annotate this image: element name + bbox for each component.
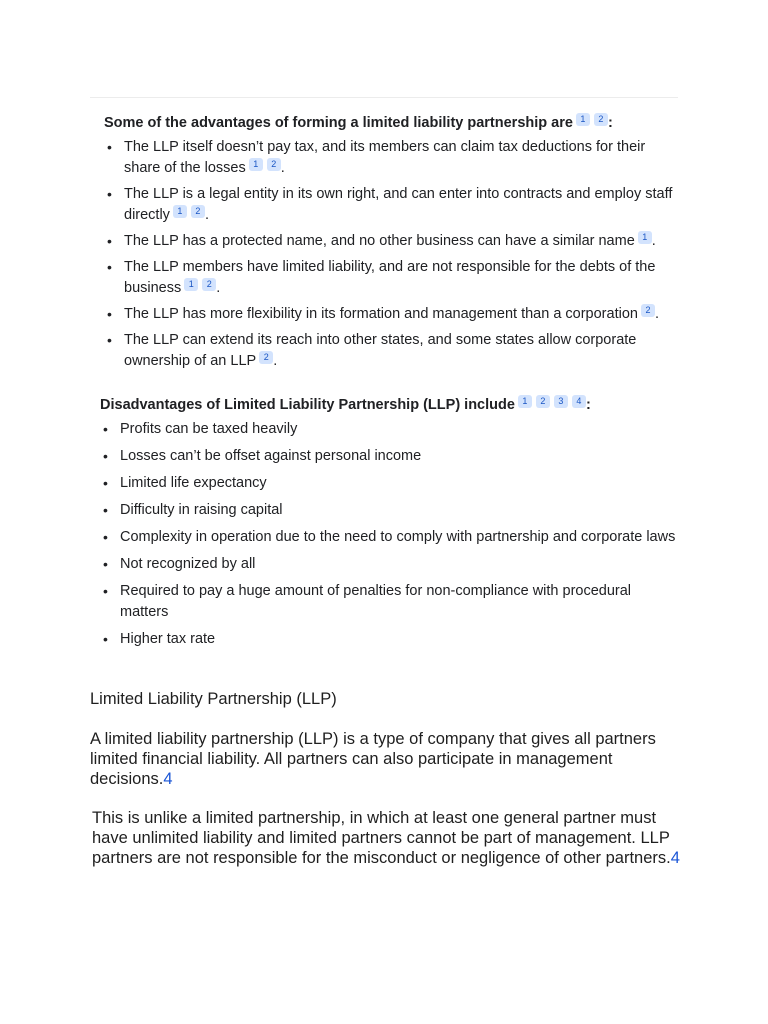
list-item: • Losses can’t be offset against personal income (100, 446, 680, 467)
list-item: • The LLP has more flexibility in its formation and management than a corporation 2 . (104, 304, 674, 325)
list-item: • The LLP is a legal entity in its own right, and can enter into contracts and employ staff directly 1 2 . (104, 184, 674, 226)
article-paragraph: A limited liability partnership (LLP) is a type of company that gives all partners limited financial liability. All partners can also participate in management decisions.4 (90, 730, 656, 788)
citation-chip[interactable]: 1 (576, 113, 590, 126)
citation-chip[interactable]: 3 (554, 395, 568, 408)
citation-chip[interactable]: 1 (184, 278, 198, 291)
disadvantages-list (100, 419, 680, 650)
disadvantages-panel (100, 394, 680, 656)
list-item: • Profits can be taxed heavily (100, 419, 680, 440)
citation-chip[interactable]: 2 (536, 395, 550, 408)
citation-chip[interactable]: 2 (202, 278, 216, 291)
list-item: • Complexity in operation due to the need to comply with partnership and corporate laws (100, 527, 680, 548)
list-item: • Limited life expectancy (100, 473, 680, 494)
citation-chip[interactable]: 4 (572, 395, 586, 408)
citation-chip[interactable]: 1 (249, 158, 263, 171)
reference-link[interactable]: 4 (163, 770, 173, 788)
reference-link[interactable]: 4 (670, 849, 680, 867)
section-divider (90, 97, 678, 98)
article-title: Limited Liability Partnership (LLP) (90, 690, 337, 708)
citation-chip[interactable]: 1 (518, 395, 532, 408)
list-item: • Higher tax rate (100, 629, 680, 650)
citation-chip[interactable]: 2 (594, 113, 608, 126)
list-item: • The LLP can extend its reach into other states, and some states allow corporate ownership of an LLP 2 . (104, 330, 674, 372)
citation-chip[interactable]: 2 (191, 205, 205, 218)
citation-chip[interactable]: 1 (638, 231, 652, 244)
list-item: • Required to pay a huge amount of penalties for non-compliance with procedural matters (100, 581, 680, 623)
list-item: • The LLP members have limited liability, and are not responsible for the debts of the business 1 2 . (104, 257, 674, 299)
article-paragraph: This is unlike a limited partnership, in which at least one general partner must have unlimited liability and limited partners cannot be part of management. LLP partners are not responsible for the misconduct or negligence of other partners.4 (92, 809, 680, 867)
list-item: • The LLP has a protected name, and no other business can have a similar name 1 . (104, 231, 674, 252)
advantages-list (104, 137, 674, 372)
advantages-panel (104, 112, 674, 388)
disadvantages-heading: Disadvantages of Limited Liability Partnership (LLP) include 1 2 3 4 : (100, 396, 591, 413)
advantages-heading: Some of the advantages of forming a limited liability partnership are 1 2 : (104, 114, 613, 131)
citation-chip[interactable]: 2 (641, 304, 655, 317)
list-item: • Difficulty in raising capital (100, 500, 680, 521)
citation-chip[interactable]: 2 (267, 158, 281, 171)
list-item: • The LLP itself doesn’t pay tax, and its members can claim tax deductions for their share of the losses 1 2 . (104, 137, 674, 179)
citation-chip[interactable]: 2 (259, 351, 273, 364)
list-item: • Not recognized by all (100, 554, 680, 575)
citation-chip[interactable]: 1 (173, 205, 187, 218)
